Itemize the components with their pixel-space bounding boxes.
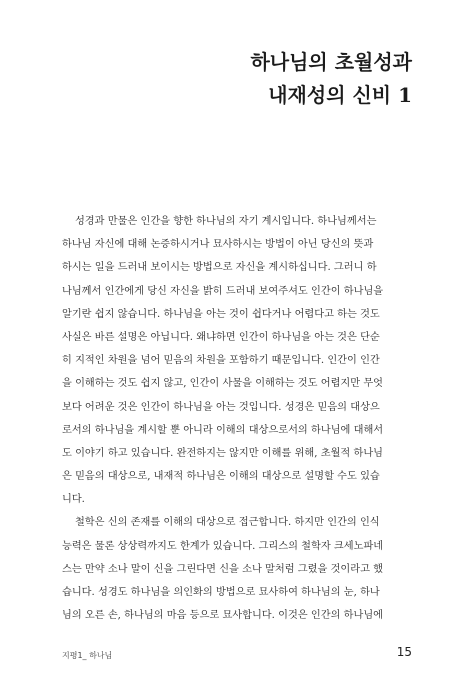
text-line: 님의 오른 손, 하나님의 마음 등으로 묘사합니다. 이것은 인간의 하나님에 (62, 610, 384, 622)
text-line: 을 이해하는 것도 쉽지 않고, 인간이 사물을 이해하는 것도 어렵지만 무엇 (62, 378, 384, 390)
body-text (62, 210, 416, 627)
text-line: 알기란 쉽지 않습니다. 하나님을 아는 것이 쉽다거나 어렵다고 하는 것도 (62, 308, 380, 320)
text-line: 보다 어려운 것은 인간이 하나님을 아는 것입니다. 성경은 믿음의 대상으 (62, 401, 380, 413)
text-line: 로서의 하나님을 계시할 뿐 아니라 이해의 대상으로서의 하나님에 대해서 (62, 424, 384, 436)
text-line: 사실은 바른 설명은 아닙니다. 왜냐하면 인간이 하나님을 아는 것은 단순 (62, 331, 380, 343)
text-line: 하시는 일을 드러내 보이시는 방법으로 자신을 계시하십니다. 그러니 하 (62, 262, 377, 274)
text-line: 습니다. 성경도 하나님을 의인화의 방법으로 묘사하여 하나님의 눈, 하나 (62, 587, 380, 598)
text-line: 은 믿음의 대상으로, 내재적 하나님은 이해의 대상으로 설명할 수도 있습 (62, 471, 380, 483)
page-number: 15 (396, 645, 412, 659)
text-line: 나님께서 인간에게 당신 자신을 밝히 드러내 보여주셔도 인간이 하나님을 (62, 285, 384, 297)
running-footer: 지평1_ 하나님 (62, 651, 113, 660)
text-line: 히 지적인 차원을 넘어 믿음의 차원을 포함하기 때문입니다. 인간이 인간 (62, 355, 380, 367)
text-line: 니다. (62, 494, 85, 506)
text-line: 성경과 만물은 인간을 향한 하나님의 자기 계시입니다. 하나님께서는 (62, 216, 377, 227)
text-line: 능력은 물론 상상력까지도 한계가 있습니다. 그리스의 철학자 크세노파네 (62, 540, 384, 552)
chapter-title-line-2: 내재성의 신비 1 (268, 83, 412, 107)
text-line: 스는 만약 소나 말이 신을 그린다면 신을 소나 말처럼 그렸을 것이라고 했 (62, 563, 384, 575)
text-line: 철학은 신의 존재를 이해의 대상으로 접근합니다. 하지만 인간의 인식 (62, 517, 380, 529)
chapter-title-line-1: 하나님의 초월성과 (250, 50, 412, 74)
text-line: 도 이야기 하고 있습니다. 완전하지는 않지만 이해를 위해, 초월적 하나님 (62, 447, 384, 459)
text-line: 하나님 자신에 대해 논증하시거나 묘사하시는 방법이 아닌 당신의 뜻과 (62, 239, 374, 251)
